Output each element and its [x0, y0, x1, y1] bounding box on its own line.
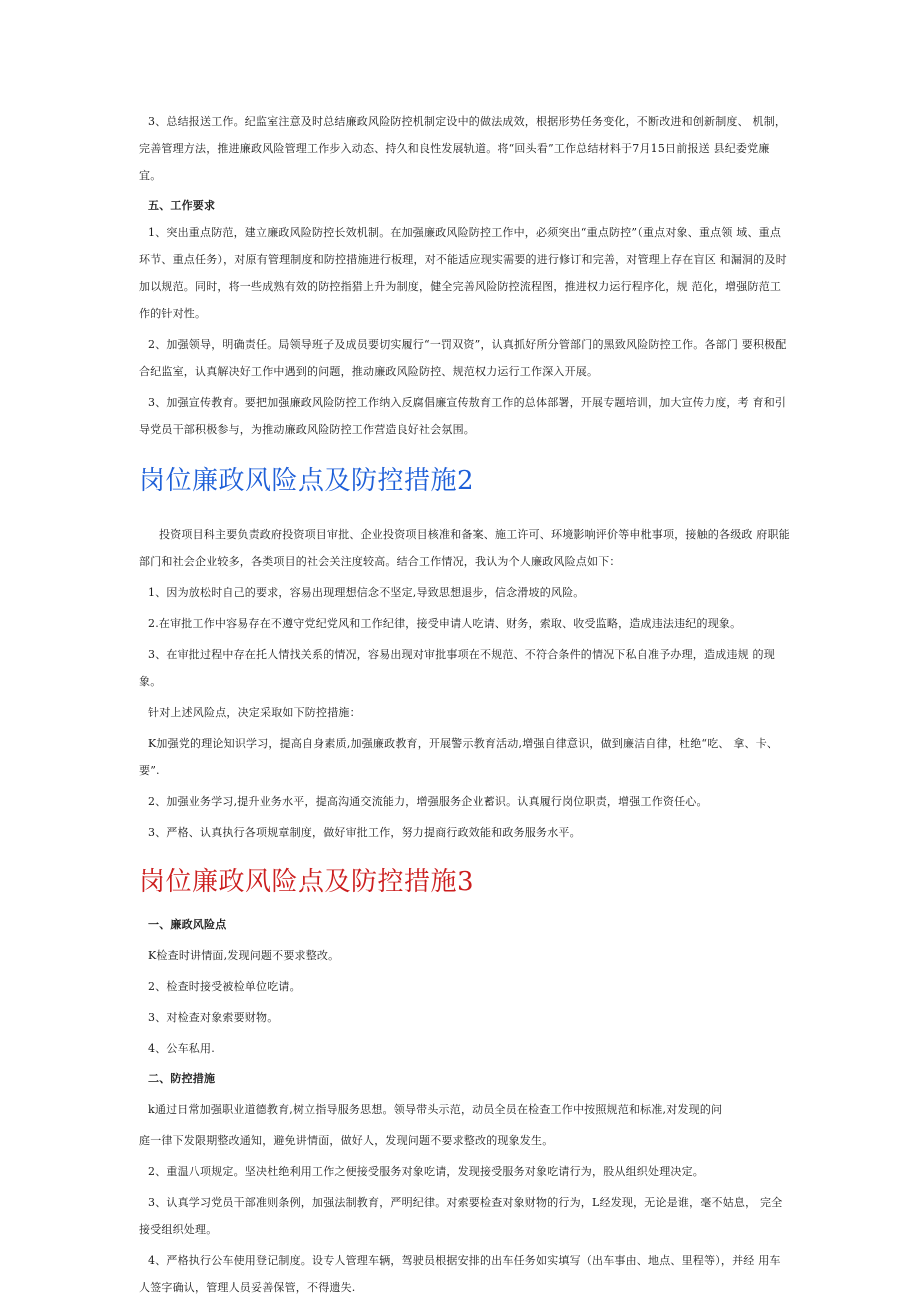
heading-work-requirements: 五、工作要求	[148, 199, 216, 212]
control-measure-1-line1: k通过日常加强职业道德教育,树立指导服务思想。领导带头示范，动员全员在检查工作中按照规范和标准,对发现的问	[148, 1103, 723, 1116]
requirement-1: 1、突出重点防范，建立廉政风险防控长效机制。在加强廉政风险防控工作中，必须突出“重点防控”（重点对象、重点领 域、重点环节、重点任务），对原有管理制度和防控措施进行板理，对不能适应现实需要的进行修订和完善，对管理上存在盲区 和漏洞的及时加以规范。同时，将一些成熟有效的防控指猎上升为制度，健全完善风险防控流程图，推进权力运行程序化，规 范化，增强防范工作的针对性。	[139, 226, 787, 320]
risk-point-item: 4、公车私用.	[148, 1042, 215, 1055]
heading-control-measures: 二、防控措施	[148, 1072, 216, 1085]
risk-item: 1、因为放松时自己的要求，容易出现理想信念不坚定,导致思想退步，信念滑坡的风险。	[148, 586, 585, 599]
risk-item: 3、在审批过程中存在托人情找关系的情况，容易出现对审批事项在不规范、不符合条件的情况下私自准予办理，造成违规 的现象。	[139, 648, 775, 688]
measure-item: 3、严格、认真执行各项规章制度，做好审批工作，努力提商行政效能和政务服务水平。	[148, 826, 581, 839]
risk-point-item: 2、检查时接受被检单位吃请。	[148, 980, 301, 993]
control-measure-2: 2、重温八项规定。坚决杜绝利用工作之便接受服务对象吃请，发现接受服务对象吃请行为，股从组织处理决定。	[148, 1165, 704, 1178]
section2-intro: 投资项目科主要负责政府投资项目审批、企业投资项目核准和备案、施工许可、环境影响评价等申枇事项，接触的各级政 府职能部门和社会企业较多，各类项目的社会关注度较高。结合工作情况，我认为个人廉政风险点如下：	[139, 528, 790, 568]
measure-item: K加强党的理论知识学习，提高自身素质,加强廉政教育，开展警示教育活动,增强自律意识，做到廉洁自律，杜绝“吃、 拿、卡、要”.	[139, 737, 779, 777]
risk-point-item: K检查时讲情面,发现问题不要求整改。	[148, 949, 340, 962]
control-measure-4: 4、严格执行公车使用登记制度。设专人管理车辆，驾驶员根据安排的出车任务如实填写（出车事由、地点、里程等），并经 用车人签字确认，管理人员妥善保管，不得遗失.	[139, 1254, 781, 1294]
paragraph-summary-report: 3、总结报送工作。纪监室注意及时总结廉政风险防控机制定设中的做法成效，根据形势任务变化，不断改进和创新制度、 机制，完善管理方法，推进廉政风险管理工作步入动态、持久和良性发展轨道。将“回头看”工作总结材料于7月15日前报送 县纪委党廉宜。	[139, 115, 787, 182]
requirement-3: 3、加强宣传教育。要把加强廉政风险防控工作纳入反腐倡廉宣传敖育工作的总体部署，开展专题培训，加大宣传力度，考 育和引导党员干部积极参与，为推动廉政风险防控工作营造良好社会氛围。	[139, 396, 787, 436]
measure-item: 2、加强业务学习,提升业务水平，提高沟通交流能力，增强服务企业蓄识。认真履行岗位职责，增强工作资任心。	[148, 795, 708, 808]
section-title-3: 岗位廉政风险点及防控措施3	[139, 867, 475, 897]
requirement-2: 2、加强领导，明确责任。局领导班子及成员要切实履行“一罚双资”，认真抓好所分管部门的黑致风险防控工作。各部门 要积极配合纪监室，认真解决好工作中遇到的问题，推动廉政风险防控、规范权力运行工作深入开展。	[139, 338, 787, 378]
control-measure-3: 3、认真学习党员干部准则条例，加强法制教育，严明纪律。对索要检查对象财物的行为，L经发现，无论是谁，毫不姑息， 完全接受组织处理。	[139, 1196, 783, 1236]
heading-risk-points: 一、廉政风险点	[148, 918, 227, 931]
risk-item: 2.在审批工作中容易存在不遵守党纪党风和工作纪律，接受申请人吃请、财务，索取、收受监略，造成违法违纪的现象。	[148, 617, 742, 630]
control-measure-1-line2: 庭一律下发限期整改通知，避免讲情面，做好人，发现问题不要求整改的现象发生。	[139, 1134, 554, 1147]
section-title-2: 岗位廉政风险点及防控措施2	[139, 466, 475, 496]
risk-point-item: 3、对检查对象索要财物。	[148, 1011, 279, 1024]
measures-lead: 针对上述风险点，决定采取如下防控措施：	[148, 706, 361, 719]
